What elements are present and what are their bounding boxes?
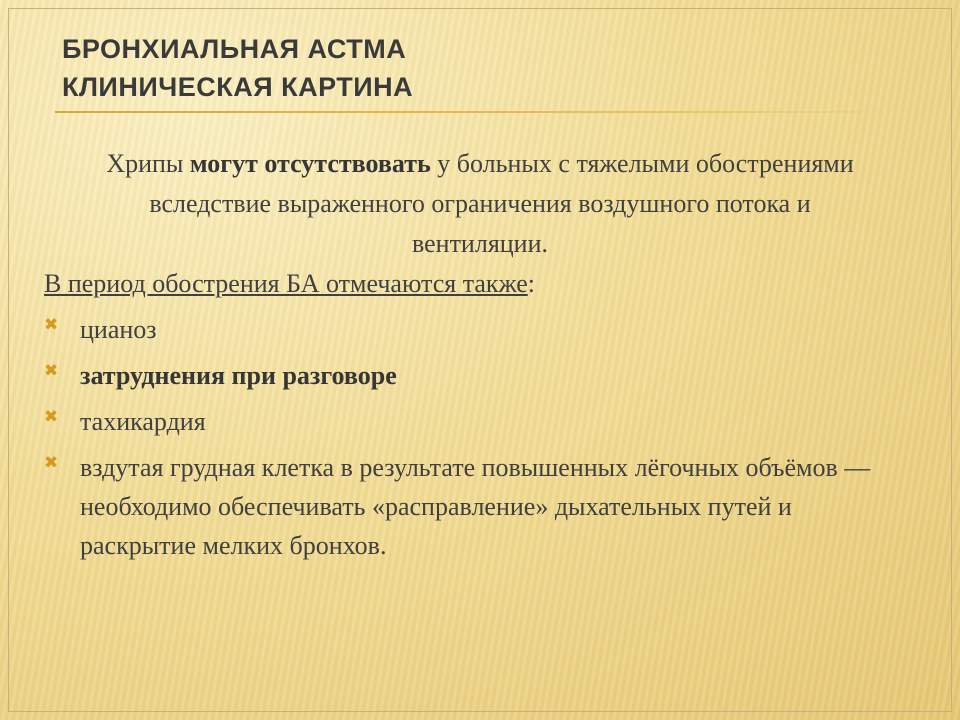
- list-item: [44, 402, 884, 441]
- list-item: [44, 356, 884, 395]
- list-item-text: тахикардия: [80, 407, 206, 436]
- intro-text-end: у больных с тяжелыми обострениями вследствие выраженного ограничения воздушного потока и вентиляции.: [149, 149, 854, 258]
- title-divider: [55, 111, 915, 113]
- cross-bullet-icon: ✖: [44, 453, 59, 473]
- list-item-text: затруднения при разговоре: [80, 361, 397, 390]
- symptom-list: [44, 310, 884, 572]
- title-line-1: БРОНХИАЛЬНАЯ АСТМА: [62, 34, 407, 64]
- list-item: [44, 448, 884, 565]
- subheading-colon: :: [527, 269, 535, 298]
- cross-bullet-icon: ✖: [44, 361, 59, 381]
- title-line-2: КЛИНИЧЕСКАЯ КАРТИНА: [62, 72, 414, 102]
- slide-title: [62, 30, 413, 106]
- subheading-text: В период обострения БА отмечаются также: [44, 269, 528, 298]
- cross-bullet-icon: ✖: [44, 407, 59, 427]
- intro-paragraph: [100, 144, 860, 264]
- cross-bullet-icon: ✖: [44, 315, 59, 335]
- intro-text-bold: могут отсутствовать: [189, 149, 431, 178]
- intro-text-start: Хрипы: [106, 149, 190, 178]
- list-item-text: вздутая грудная клетка в результате повышенных лёгочных объёмов — необходимо обеспечивать «расправление» дыхательных путей и раскрытие мелких бронхов.: [80, 453, 871, 560]
- list-item-text: цианоз: [80, 315, 157, 344]
- exacerbation-subheading: [44, 266, 535, 302]
- list-item: [44, 310, 884, 349]
